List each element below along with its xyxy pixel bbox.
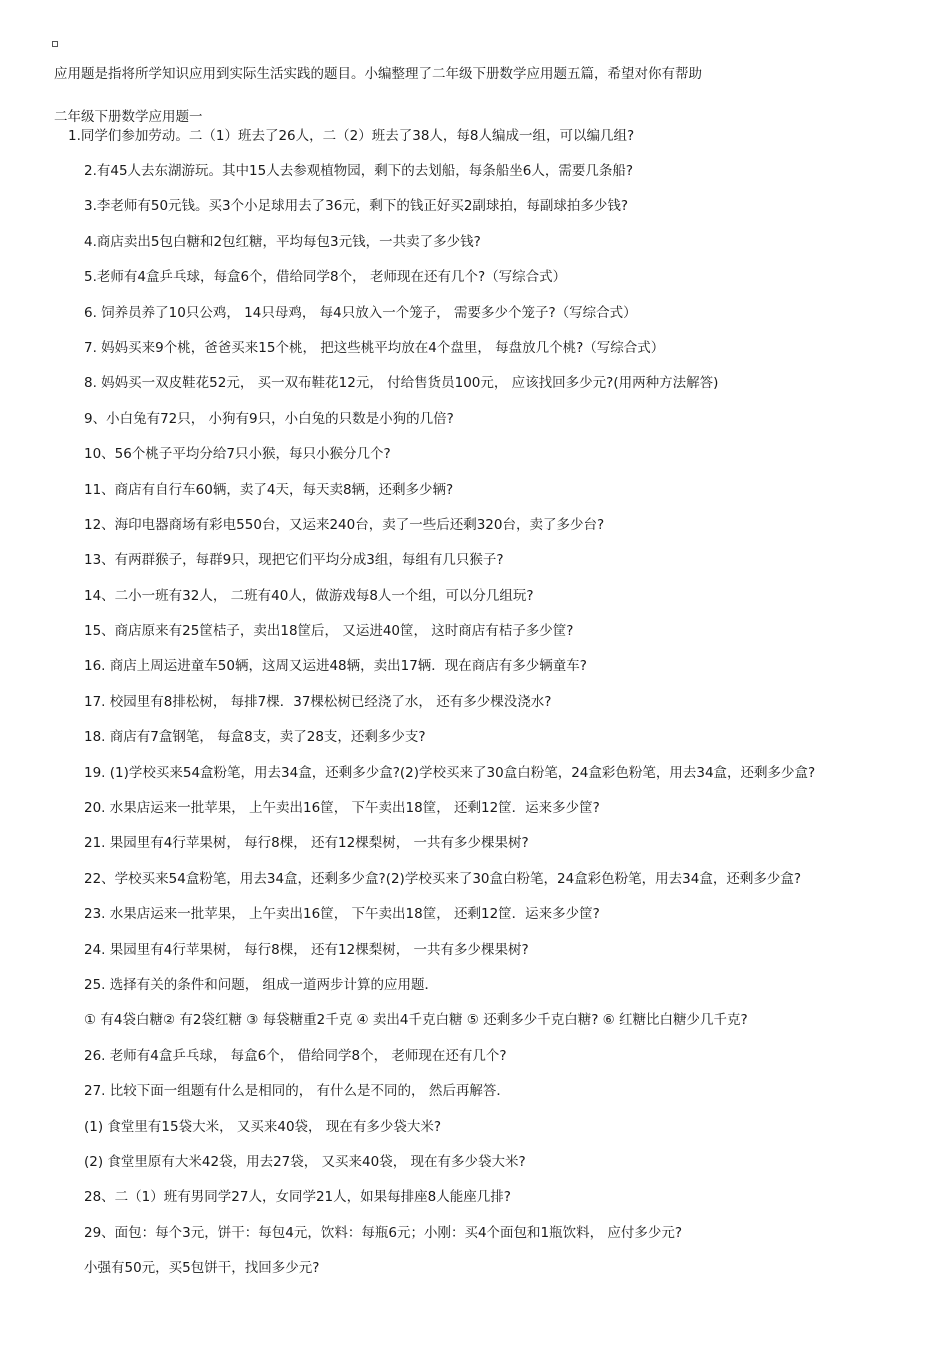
question-item: 14、二小一班有32人， 二班有40人，做游戏每8人一个组，可以分几组玩?: [84, 587, 534, 604]
question-item: 29、面包：每个3元，饼干：每包4元，饮料：每瓶6元；小刚：买4个面包和1瓶饮料， 应付多少元?: [84, 1224, 683, 1241]
question-item: 5.老师有4盒乒乓球，每盒6个，借给同学8个， 老师现在还有几个?（写综合式）: [84, 269, 567, 286]
question-item: 20. 水果店运来一批苹果， 上午卖出16筐， 下午卖出18筐， 还剩12筐．运来多少筐?: [84, 800, 600, 817]
question-list: [84, 160, 815, 1293]
question-item: 10、56个桃子平均分给7只小猴，每只小猴分几个?: [84, 446, 391, 463]
question-item: 21. 果园里有4行苹果树， 每行8棵， 还有12棵梨树， 一共有多少棵果树?: [84, 835, 529, 852]
question-item: 23. 水果店运来一批苹果， 上午卖出16筐， 下午卖出18筐， 还剩12筐．运来多少筐?: [84, 906, 600, 923]
question-item: 16. 商店上周运进童车50辆，这周又运进48辆，卖出17辆．现在商店有多少辆童车?: [84, 658, 587, 675]
question-item: 小强有50元，买5包饼干，找回多少元?: [84, 1260, 320, 1277]
question-item: 9、小白兔有72只， 小狗有9只，小白兔的只数是小狗的几倍?: [84, 410, 454, 427]
question-item: (1) 食堂里有15袋大米， 又买来40袋， 现在有多少袋大米?: [84, 1118, 442, 1135]
question-item: 4.商店卖出5包白糖和2包红糖，平均每包3元钱，一共卖了多少钱?: [84, 233, 481, 250]
question-1: 1.同学们参加劳动。二（1）班去了26人，二（2）班去了38人，每8人编成一组，可以编几组?: [68, 128, 635, 144]
question-item: 24. 果园里有4行苹果树， 每行8棵， 还有12棵梨树， 一共有多少棵果树?: [84, 941, 529, 958]
question-item: 6. 饲养员养了10只公鸡， 14只母鸡， 每4只放入一个笼子， 需要多少个笼子?（写综合式）: [84, 304, 637, 321]
question-item: 28、二（1）班有男同学27人，女同学21人，如果每排座8人能座几排?: [84, 1189, 511, 1206]
question-item: 27. 比较下面一组题有什么是相同的， 有什么是不同的， 然后再解答．: [84, 1083, 510, 1100]
corner-mark-icon: [52, 41, 58, 47]
intro-paragraph: 应用题是指将所学知识应用到实际生活实践的题目。小编整理了二年级下册数学应用题五篇，希望对你有帮助: [54, 66, 702, 82]
question-item: 22、学校买来54盒粉笔，用去34盒，还剩多少盒?(2)学校买来了30盒白粉笔，24盒彩色粉笔，用去34盒，还剩多少盒?: [84, 870, 802, 887]
question-item: 3.李老师有50元钱。买3个小足球用去了36元，剩下的钱正好买2副球拍，每副球拍多少钱?: [84, 198, 629, 215]
question-item: 15、商店原来有25筐桔子，卖出18筐后， 又运进40筐， 这时商店有桔子多少筐?: [84, 623, 574, 640]
question-item: 25. 选择有关的条件和问题， 组成一道两步计算的应用题．: [84, 976, 439, 993]
question-item: 18. 商店有7盒钢笔， 每盒8支，卖了28支，还剩多少支?: [84, 729, 426, 746]
question-item: 26. 老师有4盒乒乓球， 每盒6个， 借给同学8个， 老师现在还有几个?: [84, 1047, 507, 1064]
question-item: 19. (1)学校买来54盒粉笔，用去34盒，还剩多少盒?(2)学校买来了30盒白粉笔，24盒彩色粉笔，用去34盒，还剩多少盒?: [84, 764, 816, 781]
question-item: 2.有45人去东湖游玩。其中15人去参观植物园，剩下的去划船，每条船坐6人，需要几条船?: [84, 163, 633, 179]
question-item: 7. 妈妈买来9个桃，爸爸买来15个桃， 把这些桃平均放在4个盘里， 每盘放几个桃?（写综合式）: [84, 339, 665, 356]
question-item: 13、有两群猴子，每群9只，现把它们平均分成3组，每组有几只猴子?: [84, 552, 504, 569]
question-item: (2) 食堂里原有大米42袋，用去27袋， 又买来40袋， 现在有多少袋大米?: [84, 1153, 526, 1170]
question-item: 17. 校园里有8排松树， 每排7棵．37棵松树已经浇了水， 还有多少棵没浇水?: [84, 693, 552, 710]
question-item: 8. 妈妈买一双皮鞋花52元， 买一双布鞋花12元， 付给售货员100元， 应该找回多少元?(用两种方法解答): [84, 375, 719, 392]
question-item: 11、商店有自行车60辆，卖了4天，每天卖8辆，还剩多少辆?: [84, 481, 454, 498]
question-item: ① 有4袋白糖② 有2袋红糖 ③ 每袋糖重2千克 ④ 卖出4千克白糖 ⑤ 还剩多少千克白糖? ⑥ 红糖比白糖少几千克?: [84, 1012, 748, 1029]
section-title: 二年级下册数学应用题一: [54, 109, 203, 125]
question-item: 12、海印电器商场有彩电550台，又运来240台，卖了一些后还剩320台，卖了多少台?: [84, 516, 605, 533]
